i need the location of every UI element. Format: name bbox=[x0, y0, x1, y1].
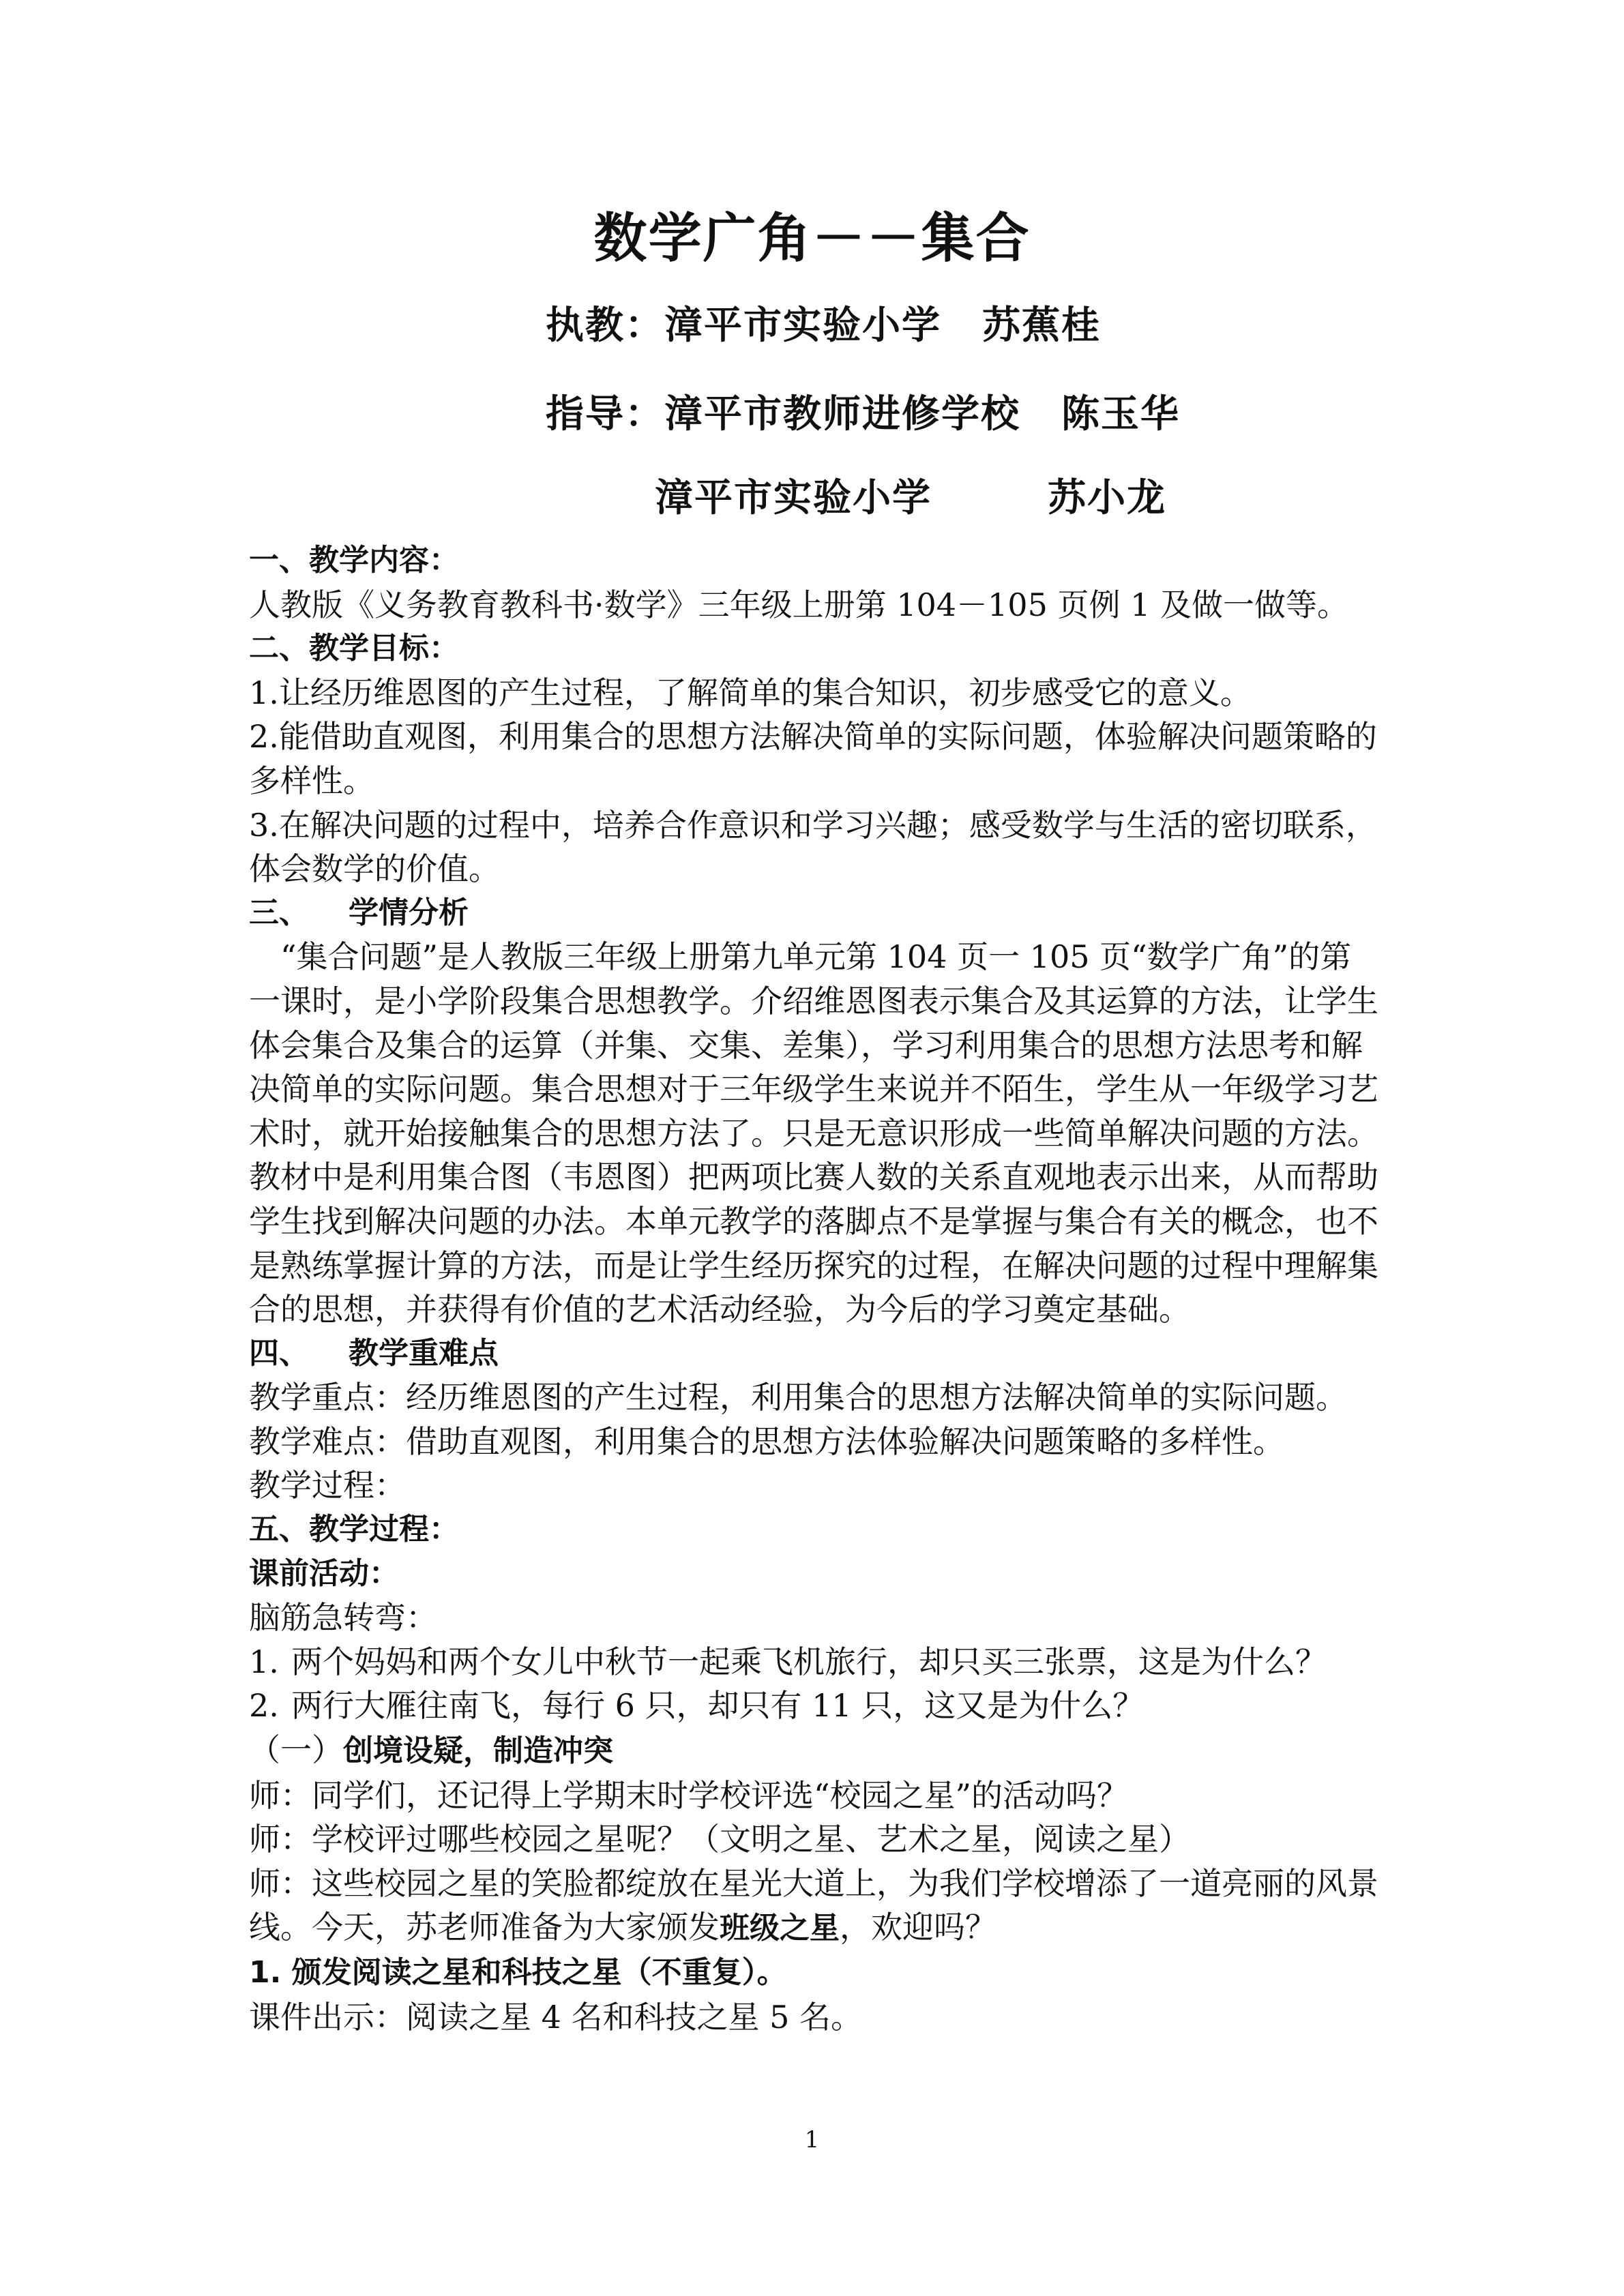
page-title: 数学广角－－集合 bbox=[593, 208, 1031, 269]
riddle-number: 1. bbox=[249, 1643, 279, 1680]
advisor-school: 漳平市教师进修学校 bbox=[664, 391, 1020, 436]
document-body bbox=[249, 539, 1381, 2039]
advisor-label: 指导： bbox=[546, 391, 664, 436]
advisor2-school: 漳平市实验小学 bbox=[655, 475, 932, 520]
credit-advisor bbox=[546, 387, 1180, 441]
pre-class-heading: 课前活动： bbox=[249, 1555, 399, 1591]
step1-heading: 1. 颁发阅读之星和科技之星（不重复）。 bbox=[249, 1955, 787, 1990]
teacher-school: 漳平市实验小学 bbox=[664, 303, 941, 348]
part1-prefix: （一） bbox=[249, 1731, 343, 1769]
dialog3-text: 师：这些校园之星的笑脸都绽放在星光大道上，为我们学校增添了一道亮丽的风景线。今天，苏老师准备为大家颁发 bbox=[249, 1864, 1378, 1946]
credit-teacher bbox=[546, 298, 1101, 353]
dialog-line: 师：学校评过哪些校园之星呢？（文明之星、艺术之星，阅读之星） bbox=[249, 1821, 1190, 1858]
courseware-line: 课件出示：阅读之星 4 名和科技之星 5 名。 bbox=[249, 1998, 863, 2036]
page-number: 1 bbox=[804, 2126, 820, 2153]
dialog-line bbox=[249, 1862, 1381, 1951]
goal-item: 3.在解决问题的过程中，培养合作意识和学习兴趣；感受数学与生活的密切联系，体会数学的价值。 bbox=[249, 806, 1377, 888]
section1-text: 人教版《义务教育教科书·数学》三年级上册第 104－105 页例 1 及做一做等。 bbox=[249, 586, 1348, 623]
section2-heading: 二、教学目标： bbox=[249, 631, 459, 666]
teacher-name: 苏蕉桂 bbox=[982, 303, 1101, 348]
brain-teaser-label: 脑筋急转弯： bbox=[249, 1599, 437, 1637]
riddle-text: 两行大雁往南飞，每行 6 只，却只有 11 只，这又是为什么？ bbox=[291, 1687, 1145, 1725]
section4-heading bbox=[249, 1332, 1381, 1376]
difficult-point: 教学难点：借助直观图，利用集合的思想方法体验解决问题策略的多样性。 bbox=[249, 1422, 1284, 1460]
part1-title: 创境设疑，制造冲突 bbox=[343, 1733, 613, 1769]
goal-item: 1.让经历维恩图的产生过程，了解简单的集合知识，初步感受它的意义。 bbox=[249, 674, 1252, 711]
process-label: 教学过程： bbox=[249, 1467, 406, 1504]
section3-heading bbox=[249, 891, 1381, 936]
section3-text: “集合问题”是人教版三年级上册第九单元第 104 页一 105 页“数学广角”的第一课时，是小学阶段集合思想教学。介绍维恩图表示集合及其运算的方法，让学生体会集合及集合的运算（并集、交集、差集），学习利用集合的思想方法思考和解决简单的实际问题。集合思想对于三年级学生来说并不陌生，学生从一年级学习艺术时，就开始接触集合的思想方法了。只是无意识形成一些简单解决问题的方法。教材中是利用集合图（韦恩图）把两项比赛人数的关系直观地表示出来，从而帮助学生找到解决问题的办法。本单元教学的落脚点不是掌握与集合有关的概念，也不是熟练掌握计算的方法，而是让学生经历探究的过程，在解决问题的过程中理解集合的思想，并获得有价值的艺术活动经验，为今后的学习奠定基础。 bbox=[249, 938, 1378, 1328]
section3-heading-num: 三、 bbox=[249, 895, 309, 930]
section4-heading-num: 四、 bbox=[249, 1335, 309, 1371]
dialog3-bold: 班级之星 bbox=[720, 1911, 840, 1946]
advisor-name: 陈玉华 bbox=[1061, 391, 1180, 436]
key-point: 教学重点：经历维恩图的产生过程，利用集合的思想方法解决简单的实际问题。 bbox=[249, 1379, 1347, 1416]
riddle-number: 2. bbox=[249, 1687, 279, 1725]
riddle-item bbox=[249, 1640, 1381, 1684]
section5-heading: 五、教学过程： bbox=[249, 1512, 459, 1547]
credit-advisor-2 bbox=[655, 471, 1166, 525]
part1-heading bbox=[249, 1728, 1381, 1774]
dialog-line: 师：同学们，还记得上学期末时学校评选“校园之星”的活动吗？ bbox=[249, 1776, 1129, 1814]
advisor2-name: 苏小龙 bbox=[1048, 475, 1166, 520]
riddle-item bbox=[249, 1684, 1381, 1728]
section3-heading-text: 学情分析 bbox=[349, 895, 469, 930]
goal-item: 2.能借助直观图，利用集合的思想方法解决简单的实际问题，体验解决问题策略的多样性。 bbox=[249, 718, 1377, 799]
riddle-text: 两个妈妈和两个女儿中秋节一起乘飞机旅行，却只买三张票，这是为什么？ bbox=[291, 1643, 1327, 1680]
section1-heading: 一、教学内容： bbox=[249, 543, 459, 578]
teacher-label: 执教： bbox=[546, 303, 664, 348]
section4-heading-text: 教学重难点 bbox=[349, 1335, 499, 1371]
dialog3-tail: ，欢迎吗？ bbox=[840, 1909, 996, 1946]
